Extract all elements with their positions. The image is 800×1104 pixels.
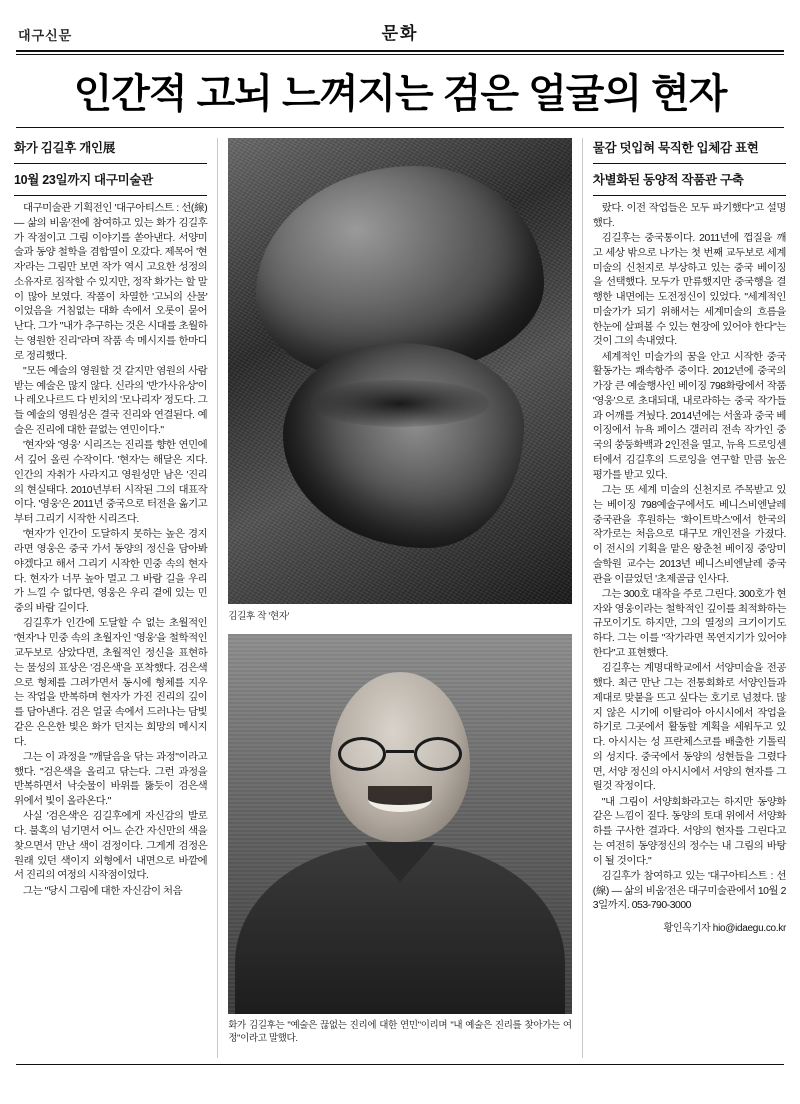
right-column-text xyxy=(593,202,786,914)
middle-column xyxy=(228,138,572,1058)
artist-portrait-caption: 화가 김길후는 "예술은 끊없는 진리에 대한 연민"이리며 "내 예술은 진리를 찾아가는 여정"이라고 말했다. xyxy=(228,1020,572,1045)
paragraph: 김길후가 참여하고 있는 '대구아티스트 : 선(線) — 삶의 비움'전은 대구미술관에서 10월 23일까지. 053-790-3000 xyxy=(592,870,786,912)
artwork-crease xyxy=(311,380,490,427)
section-name: 문화 xyxy=(381,24,419,43)
subhead-line-2: 차별화된 동양적 작품관 구축 xyxy=(592,173,744,187)
artwork-photo xyxy=(228,138,572,604)
paragraph: 김길후가 인간에 도달할 수 없는 초월적인 '현자'나 민중 속의 초월자인 '영웅'을 철학적인 교두보로 삼았다면, 초월적인 정신을 표현하는 물성의 표상은 '검은색'을 포착했다. 검은색으로 형체를 그려가면서 동시에 형체를 지우는 작업을 반복하며 현자가 가진 진리의 깊이를 담아낸다. 검은 얼굴 속에서 드러나는 담빛 같은 은은한 빛은 화가 던지는 희망의 메시지다. xyxy=(14,618,208,748)
masthead xyxy=(14,10,786,44)
masthead-rule-secondary xyxy=(16,54,784,55)
left-column-text xyxy=(14,202,207,899)
paragraph: 김길후는 중국통이다. 2011년에 껍질을 깨고 세상 밖으로 나가는 첫 번째 교두보로 세계미술의 신천지로 부상하고 있는 중국 베이징을 선택했다. 모두가 만류했지만 중국행을 결행한 내면에는 도전정신이 있었다. "세계적인 미술가가 되기 위해서는 세계미술의 흐름을 한눈에 살펴볼 수 있는 현장에 있어야 한다"는 것이 그의 속내였다. xyxy=(592,233,786,348)
article-headline: 인간적 고뇌 느껴지는 검은 얼굴의 현자 xyxy=(73,72,727,116)
paragraph: 김길후는 계명대학교에서 서양미술을 전공했다. 최근 만난 그는 전통회화로 서양인들과 제대로 맞붙을 뜨고 싶다는 호기로 넘쳤다. 많지 않은 시기에 이탈리아 아시시에서 작업을 하기로 그곳에서 활동할 계획을 세워두고 있다. 아시시는 성 프란체스코를 배출한 기톨릭의 성지다. 중국에서 동양의 성현들을 그렸다면, 서양 정신의 아시시에서 서양의 현자를 그릴것 작정이다. xyxy=(592,663,786,793)
right-column xyxy=(593,138,786,1058)
subhead-divider xyxy=(593,163,786,164)
glasses-lens-right xyxy=(414,737,462,771)
paragraph: 그는 "당시 그림에 대한 자신감이 처음 xyxy=(23,885,183,897)
subhead-line-1: 물감 덧입혀 묵직한 입체감 표현 xyxy=(592,141,759,155)
page-bottom-rule xyxy=(16,1064,784,1065)
artist-portrait-photo xyxy=(228,634,572,1014)
paper-name: 대구신문 xyxy=(18,28,73,43)
glasses-bridge xyxy=(386,750,414,753)
left-column xyxy=(14,138,207,1058)
article-body xyxy=(14,138,786,1058)
paragraph: '현자'와 '영웅' 시리즈는 진리를 향한 연민에서 깊어 올린 수작이다. '현자'는 해달은 지다. 인간의 자취가 사라지고 영원성만 남은 '진리의 현실태다. 2010년부터 시작된 그의 대표작이다. '영웅'은 2011년 중국으로 터전을 옮기고부터 그리기 시작한 시리즈다. xyxy=(14,440,208,526)
paragraph: "내 그림이 서양회화라고는 하지만 동양화 같은 느낌이 짙다. 동양의 토대 위에서 서양화하를 구사한 결과다. 서양의 현자를 그린다고는 여전히 동양정신의 정수는 내 그림의 바탕이 될 것이다." xyxy=(592,796,786,867)
paragraph: 그는 또 세계 미술의 신천지로 주목받고 있는 베이징 798예술구에서도 베니스비엔날레 중국관을 후원하는 '화이트박스'에서 한국의 작가로는 처음으로 대구모 개인전을 가졌다. 이 전시의 기획을 맡은 왕춘천 베이징 중앙미술학원 교수는 2013년 베니스비엔날레 중국관을 이끌었던 '초제골급 인사다. xyxy=(592,485,786,585)
glasses-lens-left xyxy=(338,737,386,771)
subhead-divider-2 xyxy=(593,195,786,196)
paragraph: 그는 300호 대작을 주로 그린다. 300호가 현자와 영웅이라는 철학적인 깊이를 최적화하는 규모이기도 하지만, 그의 열정의 크기이기도 하다. 그는 이를 "작가라면 목연지기가 있어야 한다"고 표현했다. xyxy=(592,588,786,659)
column-separator-2 xyxy=(582,138,583,1058)
kicker-line-2: 10월 23일까지 대구미술관 xyxy=(14,173,153,187)
portrait-smile xyxy=(368,786,432,812)
byline: 황인옥기자 hio@idaegu.co.kr xyxy=(663,923,786,935)
column-separator xyxy=(217,138,218,1058)
glasses-icon xyxy=(338,737,462,771)
masthead-rule xyxy=(16,50,784,52)
paragraph: 세계적인 미술가의 꿈을 안고 시작한 중국 활동가는 쾌속항주 중이다. 2012년에 중국의 가장 큰 예술행사인 베이징 798화랑에서 작품 '영웅'으로 초대되대, 내로라하는 중국 작가들과 어깨를 겨눴다. 2014년에는 서울과 중국 베이징에서 뉴욕 페이스 갤러리 전속 작가인 중국의 쑹둥화백과 2인전을 열고, 뉴욕 드로잉센터에서 김길후의 드로잉을 연구할 만큼 높은 평가를 받고 있다. xyxy=(592,351,786,481)
paragraph: '현자'가 인간이 도달하지 못하는 높은 경지라면 영웅은 중국 가서 동양의 정신을 담아봐야겠다고 해서 그리기 시작한 민중 속의 현자다. 현자가 너무 높아 멀고 그 바람 길을 우리가 느낄 수 없다면, 영웅은 우리 곁에 있는 민중의 바람 길이다. xyxy=(14,529,208,615)
paragraph: 사실 '검은색'은 김길후에게 자신감의 발로다. 불혹의 넘기면서 어느 순간 자신만의 색을 찾으면서 만난 색이 검정이다. 그게게 검정은 원래 있던 색이지 외형에서 내면으로 바깥에서 진리의 여정의 시작점이었다. xyxy=(14,811,208,882)
artwork-photo-caption: 김길후 작 '현자' xyxy=(228,611,290,622)
kicker-divider-2 xyxy=(14,195,207,196)
paragraph: 그는 이 과정을 "깨달음을 닦는 과정"이라고 했다. "검은색을 올리고 닦는다. 그런 과정을 반복하면서 낙숫물이 바위를 뚫듯이 검은색 위에서 빛이 올라온다." xyxy=(14,751,208,808)
kicker-divider xyxy=(14,163,207,164)
kicker-line-1: 화가 김길후 개인展 xyxy=(14,141,115,155)
paragraph: 랐다. 이전 작업들은 모두 파기했다"고 설명했다. xyxy=(592,203,786,229)
headline-rule xyxy=(16,127,784,128)
paragraph: 대구미술관 기획전인 '대구아티스트 : 선(線) — 삶의 비움'전에 참여하고 있는 화가 김길후가 작점이고 그림 이야기를 쏟아낸다. 서양미술과 동양 철학을 겸합열이 오갔다. 제목어 '현자'라는 그림만 보면 작가 역시 고요한 성정의 소유자로 짐작할 수 있지만, 정작 화가는 할 말이 많아 보였다. 작품이 차열한 '고뇌의 산물' 이었음을 거침없는 대화 속에서 오롯이 묻어난다. 그가 "내가 추구하는 것은 시대를 초월하는 영원한 진리"라며 작품 속 메시지를 한마디로 정리했다. xyxy=(14,203,208,362)
paragraph: "모든 예술의 영원할 것 같지만 염원의 사람받는 예술은 많지 않다. 신라의 '반가사유상'이나 레오나르드 다 빈치의 '모나리자' 정도다. 그들 예술의 영원성은 결국 진리와 연결된다. 예술은 진리에 대한 끝없는 연민이다." xyxy=(14,365,208,436)
